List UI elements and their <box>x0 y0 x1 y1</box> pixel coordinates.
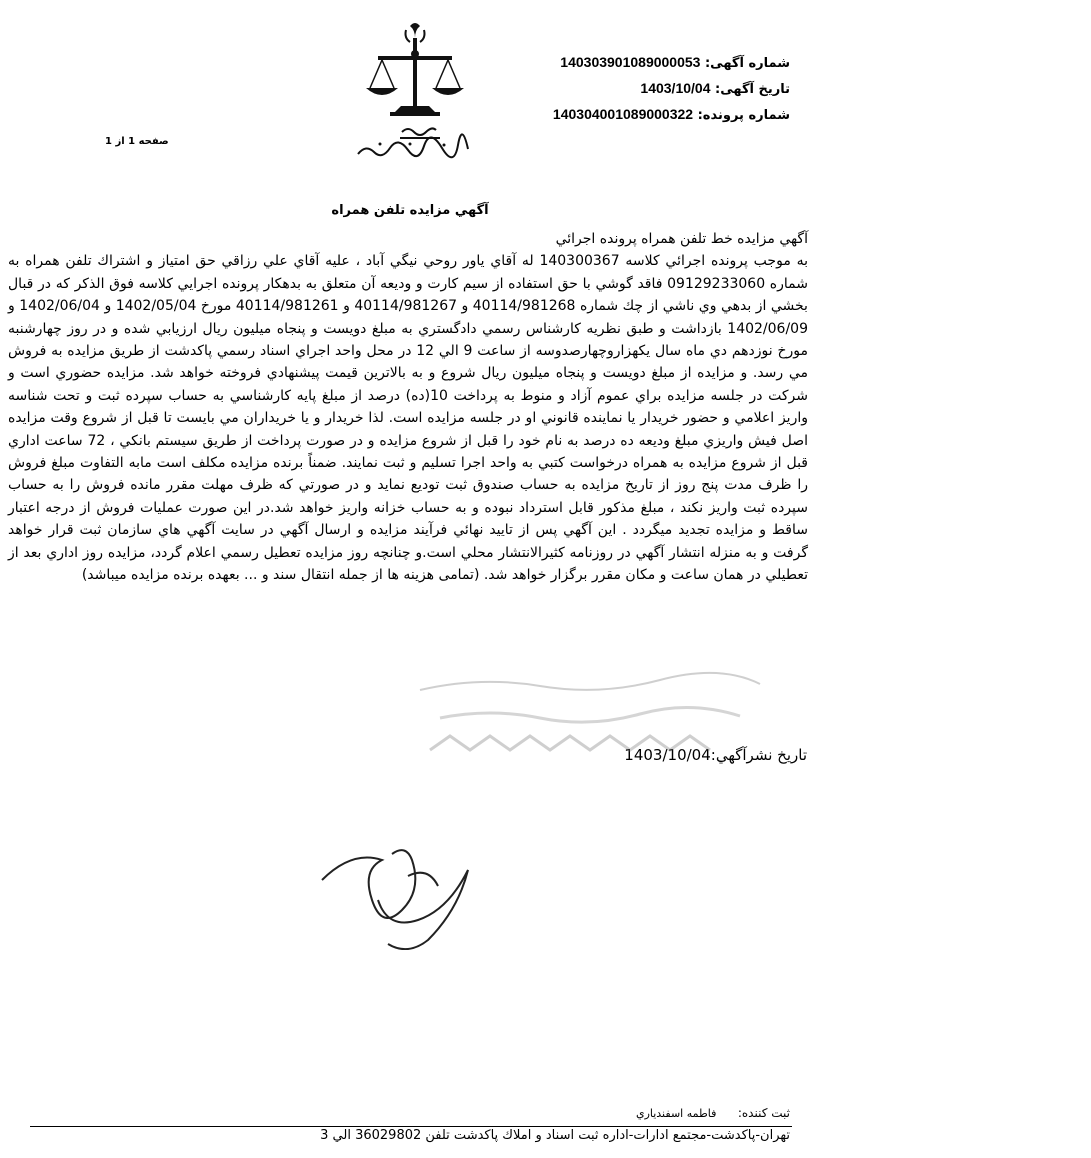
notice-date-label: تاریخ آگهی: <box>715 82 790 97</box>
notice-body <box>8 228 808 587</box>
notice-date-row <box>520 76 790 102</box>
notice-paragraph: به موجب پرونده اجرائي كلاسه 140300367 له آقاي ياور روحي نيگي آباد ، عليه آقاي علي رزاقي حق امتياز و اشتراك تلفن همراه به شماره 09129233060 فاقد گوشي با حق استفاده از سيم كارت و وديعه آن متعلق به بدهكار پرونده اجرايي كلاسه فوق الذكر كه در قبال بخشي از بدهي وي ناشي از چك شماره 40114/981268 و 40114/981267 و 40114/981261 مورخ 1402/05/04 و 1402/06/04 و 1402/06/09 بازداشت و طبق نظريه كارشناس رسمي دادگستري به مبلغ دويست و پنجاه ميليون ريال ارزيابي شده و در روز چهارشنبه مورخ نوزدهم دي ماه سال يكهزاروچهارصدوسه از ساعت 9 الي 12 در محل واحد اجراي اسناد رسمي پاكدشت از طريق مزايده به فروش مي رسد. و مزايده از مبلغ دويست و پنجاه ميليون ريال شروع و به بالاترين قيمت پيشنهادي فروخته خواهد شد. مزايده حضوري است و شركت در جلسه مزايده براي عموم آزاد و منوط به پرداخت 10(ده) درصد از مبلغ پايه كارشناسي به حساب سپرده ثبت و تحت شناسه واريز اعلامي و حضور خريدار يا نماينده قانوني او در جلسه مزايده است. لذا خريدار و يا خريداران مي بايست تا قبل از شروع وقت مزايده اصل فيش واريزي مبلغ وديعه ده درصد به نام خود را قبل از شروع مزايده و در صورت پرداخت از طريق سيستم بانكي ، 72 ساعت اداري قبل از شروع مزايده به همراه درخواست كتبي به واحد اجرا تسليم و ثبت نمايند. ضمناً برنده مزايده مكلف است مابه التفاوت مبلغ فروش را ظرف مدت پنج روز از تاريخ مزايده به حساب صندوق ثبت توديع نمايد و در صورتي كه ظرف مهلت مقرر مانده فروش را به حساب سپرده ثبت واريز نكند ، مبلغ مذكور قابل استرداد نبوده و به حساب خزانه واريز خواهد شد.در اين صورت عمليات فروش از درجه اعتبار ساقط و مزايده تجديد ميگردد . اين آگهي پس از تاييد نهائي فرآيند مزايده و ارسال آگهي در سايت آگهي هاي سازمان ثبت قرار خواهد گرفت و به منزله انتشار آگهي در روزنامه كثيرالانتشار محلي است.و چنانچه روز مزايده تعطيل رسمي اعلام گردد، مزايده روز اداري بعد از تعطيلي در همان ساعت و مكان مقرر برگزار خواهد شد. (تمامی هزینه ها از جمله انتقال سند و ... بعهده برنده مزايده ميباشد) <box>8 253 809 584</box>
registrar-name: فاطمه اسفندياري <box>635 1107 717 1120</box>
notice-number: 140303901089000053 <box>560 54 701 70</box>
judiciary-emblem <box>340 20 490 165</box>
notice-intro: آگهي مزايده خط تلفن همراه پرونده اجرائي <box>555 231 808 247</box>
document-title: آگهي مزايده تلفن همراه <box>331 203 489 218</box>
file-number-row <box>520 102 790 128</box>
notice-header <box>520 50 790 128</box>
office-address: تهران-پاكدشت-مجتمع ادارات-اداره ثبت اسناد و املاك پاكدشت تلفن 36029802 الي 3 <box>320 1128 790 1143</box>
notice-number-label: شماره آگهی: <box>704 56 790 71</box>
registrar-label: ثبت كننده: <box>737 1106 790 1120</box>
file-number: 140304001089000322 <box>552 106 694 122</box>
notice-number-row <box>520 50 790 76</box>
signature <box>318 840 478 950</box>
file-number-label: شماره پرونده: <box>697 108 790 123</box>
notice-date: 1403/10/04 <box>640 80 711 96</box>
handwritten-signature-icon <box>318 840 478 950</box>
judiciary-scales-emblem-icon <box>340 20 490 165</box>
footer-divider <box>30 1126 792 1127</box>
registrar <box>600 1106 790 1120</box>
page-number: صفحه 1 از 1 <box>105 136 169 147</box>
publication-date: تاريخ نشرآگهي:1403/10/04 <box>624 746 807 764</box>
